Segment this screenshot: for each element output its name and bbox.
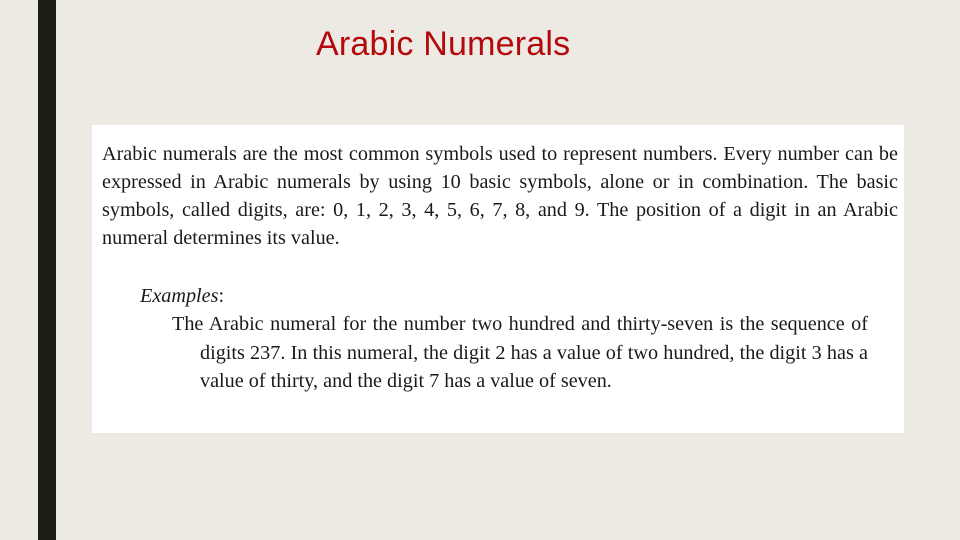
left-accent-bar xyxy=(38,0,56,540)
definition-text-panel xyxy=(92,125,904,433)
intro-paragraph: Arabic numerals are the most common symbols used to represent numbers. Every number can be expressed in Arabic numerals by using 10 basic symbols, alone or in combination. The basic symbols, called digits, are: 0, 1, 2, 3, 4, 5, 6, 7, 8, and 9. The position of a digit in an Arabic numeral determines its value. xyxy=(102,143,898,249)
examples-label: Examples xyxy=(140,285,219,307)
slide-title: Arabic Numerals xyxy=(316,25,571,63)
examples-colon: : xyxy=(218,285,225,307)
example-paragraph: The Arabic numeral for the number two hundred and thirty-seven is the sequence of digits 237. In this numeral, the digit 2 has a value of two hundred, the digit 3 has a value of thirty, and the digit 7 has a value of seven. xyxy=(172,313,868,392)
examples-heading xyxy=(140,282,224,310)
